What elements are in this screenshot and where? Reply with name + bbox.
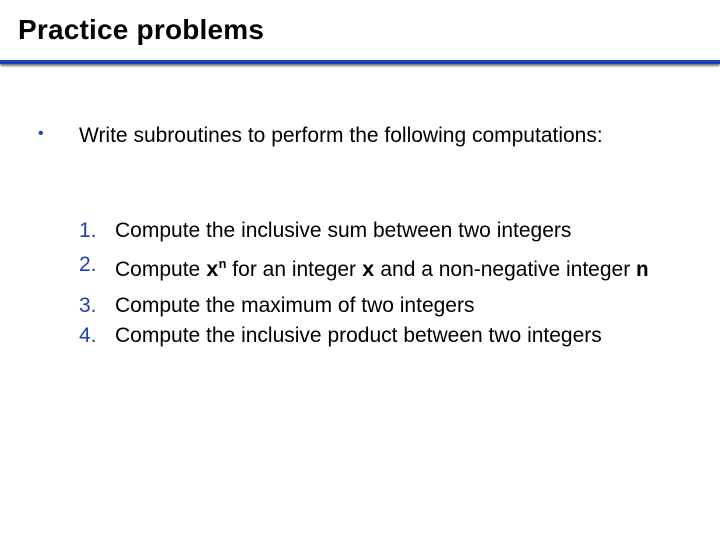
item-text-part: for an integer [226, 258, 362, 281]
list-item [79, 216, 679, 246]
item-text [115, 250, 679, 287]
computation-list [79, 216, 679, 355]
item-number: 2. [79, 253, 97, 276]
item-text: Compute the inclusive sum between two integers [115, 219, 572, 242]
list-item [79, 250, 679, 287]
item-number: 3. [79, 294, 97, 317]
intro-text: Write subroutines to perform the following computations: [79, 124, 603, 147]
code-x: x [206, 260, 219, 283]
list-item [79, 291, 679, 321]
item-text: Compute the maximum of two integers [115, 294, 475, 317]
list-item [79, 321, 679, 351]
code-n: n [636, 260, 649, 283]
item-number: 1. [79, 219, 97, 242]
item-text-part: Compute [115, 258, 207, 281]
bullet-marker: • [38, 125, 44, 142]
superscript-n: n [218, 257, 227, 272]
item-number: 4. [79, 324, 97, 347]
title-underline [0, 60, 720, 64]
code-x: x [361, 260, 375, 283]
item-text: Compute the inclusive product between two integers [115, 324, 602, 347]
slide-title: Practice problems [18, 14, 265, 45]
item-text-part: and a non-negative integer [374, 258, 637, 281]
